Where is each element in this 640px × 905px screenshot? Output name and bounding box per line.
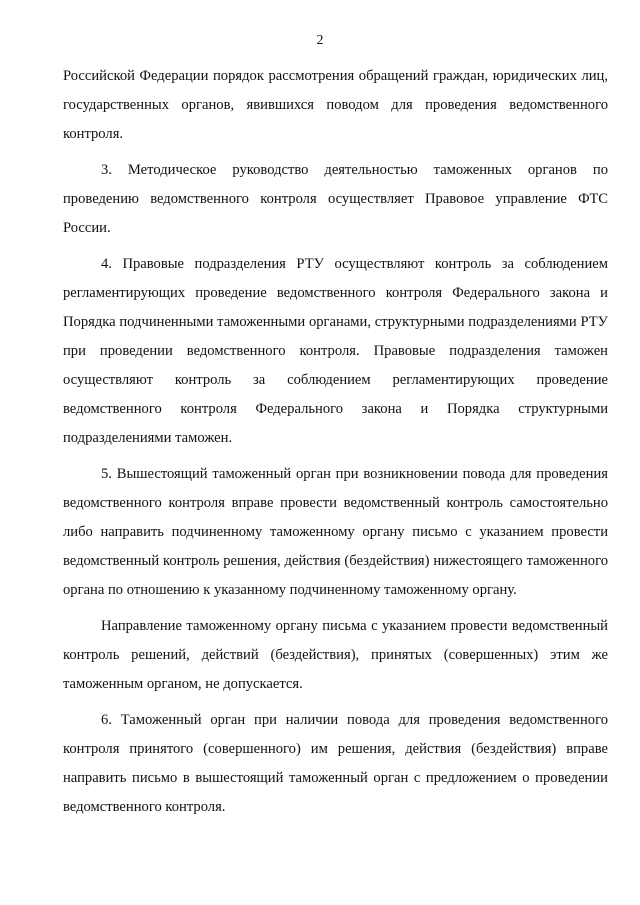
paragraph-4: 4. Правовые подразделения РТУ осуществляют контроль за соблюдением регламентирующих проведение ведомственного контроля Федерального закона и Порядка подчиненными таможенными органами, структурными подразделениями РТУ при проведении ведомственного контроля. Правовые подразделения таможен осуществляют контроль за соблюдением регламентирующих проведение ведомственного контроля Федерального закона и Порядка структурными подразделениями таможен. (63, 256, 608, 446)
paragraph-5: 5. Вышестоящий таможенный орган при возникновении повода для проведения ведомственного контроля вправе провести ведомственный контроль самостоятельно либо направить подчиненному таможенному органу письмо с указанием провести ведомственный контроль решения, действия (бездействия) нижестоящего таможенного органа по отношению к указанному подчиненному таможенному органу. (63, 466, 608, 598)
page-number: 2 (316, 33, 324, 48)
paragraph-3: 3. Методическое руководство деятельностью таможенных органов по проведению ведомственного контроля осуществляет Правовое управление ФТС России. (63, 162, 608, 236)
paragraph-continuation: Российской Федерации порядок рассмотрения обращений граждан, юридических лиц, государственных органов, явившихся поводом для проведения ведомственного контроля. (63, 68, 608, 142)
paragraph-6: 6. Таможенный орган при наличии повода для проведения ведомственного контроля принятого (совершенного) им решения, действия (бездействия) вправе направить письмо в вышестоящий таможенный орган с предложением о проведении ведомственного контроля. (63, 712, 608, 815)
paragraph-5-note: Направление таможенному органу письма с указанием провести ведомственный контроль решений, действий (бездействия), принятых (совершенных) этим же таможенным органом, не допускается. (63, 618, 608, 692)
document-body (63, 62, 608, 829)
